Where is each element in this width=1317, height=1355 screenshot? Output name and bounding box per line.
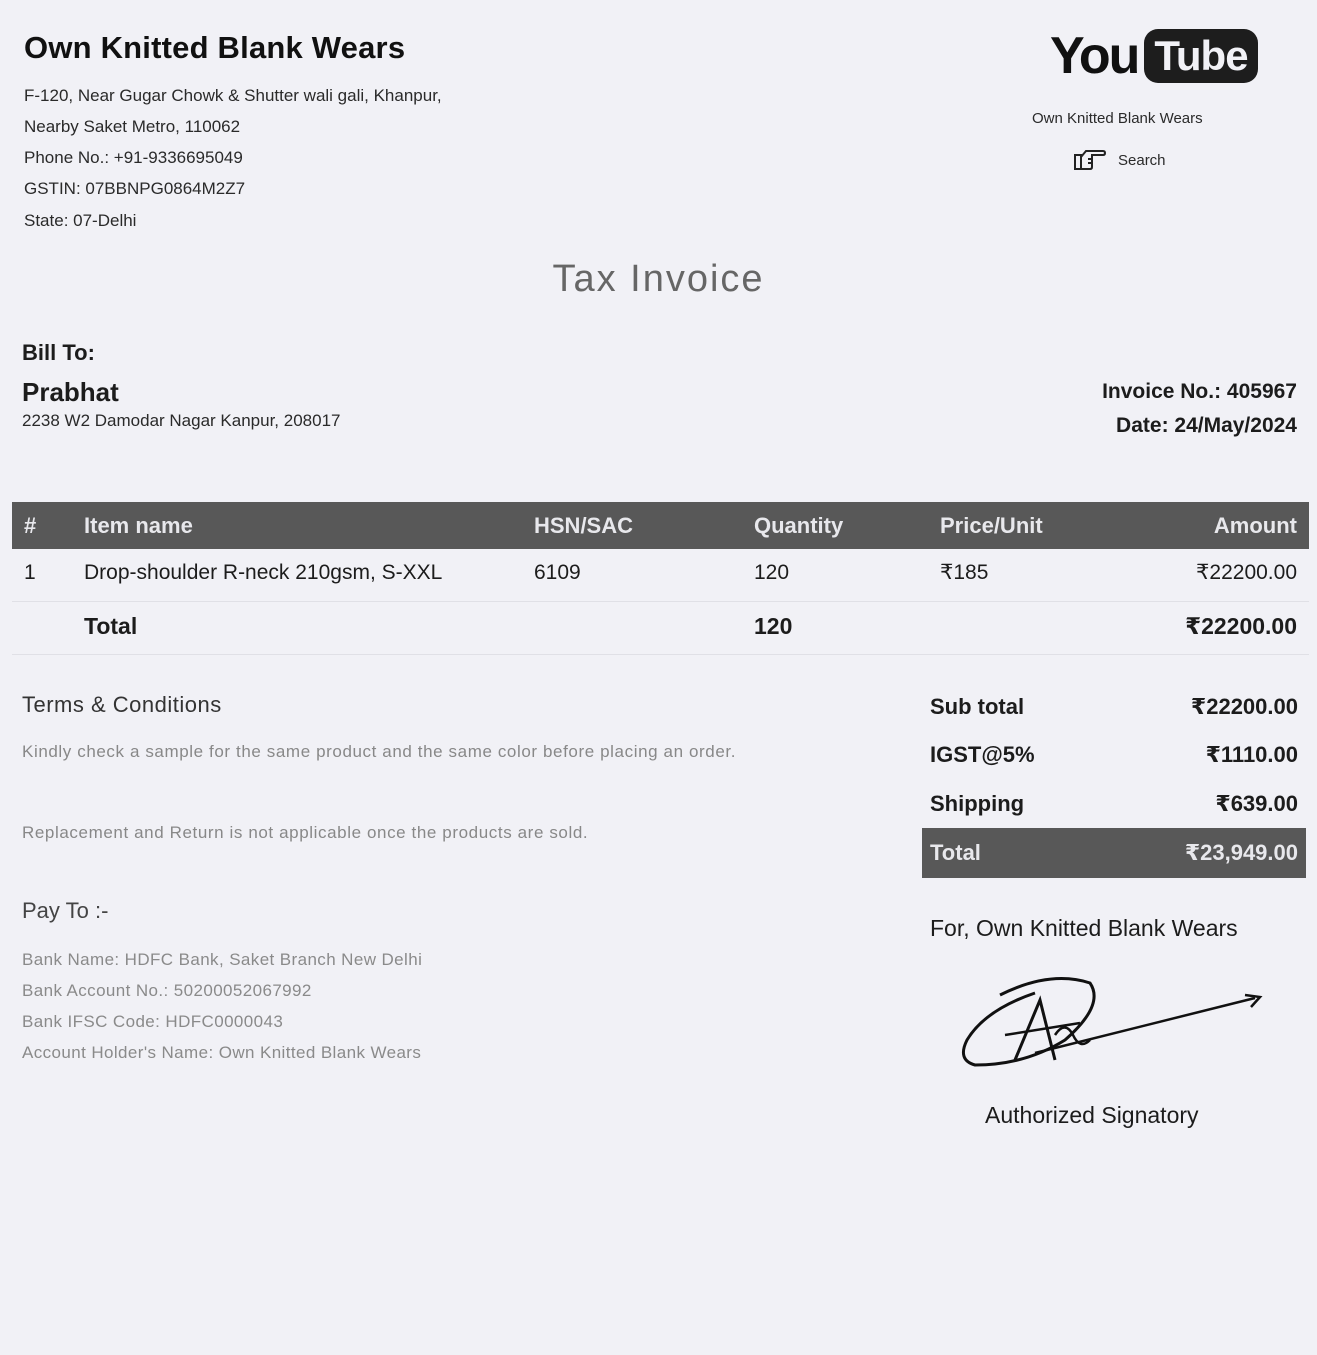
invoice-number: Invoice No.: 405967 [1102,380,1297,403]
cell-amount: ₹22200.00 [1196,561,1297,584]
youtube-search-label: Search [1118,151,1166,169]
bank-ifsc: Bank IFSC Code: HDFC0000043 [22,1012,284,1031]
grand-total-value: ₹23,949.00 [1184,840,1298,865]
summary-subtotal [922,683,1306,731]
items-table [12,502,1309,655]
youtube-channel-name: Own Knitted Blank Wears [1032,110,1203,127]
company-name: Own Knitted Blank Wears [24,30,406,65]
igst-label: IGST@5% [930,742,1035,767]
cell-item-name: Drop-shoulder R-neck 210gsm, S-XXL [84,561,443,584]
col-header-hsn: HSN/SAC [534,513,634,538]
seller-address-line: Nearby Saket Metro, 110062 [24,117,241,136]
youtube-search-button[interactable] [1072,145,1166,175]
cell-hsn: 6109 [534,561,581,584]
cell-number: 1 [24,561,36,584]
total-quantity: 120 [754,613,793,639]
summary-total [922,828,1306,878]
bank-name: Bank Name: HDFC Bank, Saket Branch New Delhi [22,950,423,969]
signature-image [955,965,1275,1085]
col-header-price: Price/Unit [940,513,1043,538]
grand-total-label: Total [930,840,981,865]
seller-state: State: 07-Delhi [24,211,137,230]
hand-pointer-icon [1072,145,1106,175]
col-header-quantity: Quantity [754,513,844,538]
items-table-header [12,502,1309,549]
bill-to-label: Bill To: [22,340,95,365]
subtotal-value: ₹22200.00 [1190,694,1298,719]
terms-title: Terms & Conditions [22,692,222,717]
customer-name: Prabhat [22,377,119,407]
account-holder-name: Account Holder's Name: Own Knitted Blank Wears [22,1043,422,1062]
terms-line: Kindly check a sample for the same product and the same color before placing an order. [22,742,737,761]
seller-phone: Phone No.: +91-9336695049 [24,148,243,167]
customer-address: 2238 W2 Damodar Nagar Kanpur, 208017 [22,411,341,430]
document-title: Tax Invoice [552,258,765,300]
pay-to-title: Pay To :- [22,898,109,923]
invoice-date: Date: 24/May/2024 [1116,414,1297,437]
shipping-value: ₹639.00 [1215,791,1298,816]
bank-account-number: Bank Account No.: 50200052067992 [22,981,312,1000]
shipping-label: Shipping [930,791,1025,816]
col-header-amount: Amount [1213,513,1297,538]
col-header-number: # [24,513,37,538]
subtotal-label: Sub total [930,694,1025,719]
total-label: Total [84,613,138,639]
seller-gstin: GSTIN: 07BBNPG0864M2Z7 [24,179,246,198]
authorized-signatory: Authorized Signatory [985,1102,1199,1128]
col-header-item-name: Item name [84,513,193,538]
terms-line: Replacement and Return is not applicable once the products are sold. [22,823,589,842]
table-total-row [12,602,1309,655]
igst-value: ₹1110.00 [1205,742,1298,767]
youtube-logo-you: You [1050,27,1139,85]
cell-quantity: 120 [754,561,790,584]
cell-price: ₹185 [940,561,989,584]
youtube-logo [1050,26,1258,86]
seller-address-line: F-120, Near Gugar Chowk & Shutter wali gali, Khanpur, [24,86,442,105]
table-row [12,549,1309,602]
for-company: For, Own Knitted Blank Wears [930,915,1238,941]
summary-shipping [922,780,1306,828]
summary-igst [922,731,1306,779]
youtube-logo-tube: Tube [1144,29,1257,83]
total-amount: ₹22200.00 [1185,613,1297,639]
